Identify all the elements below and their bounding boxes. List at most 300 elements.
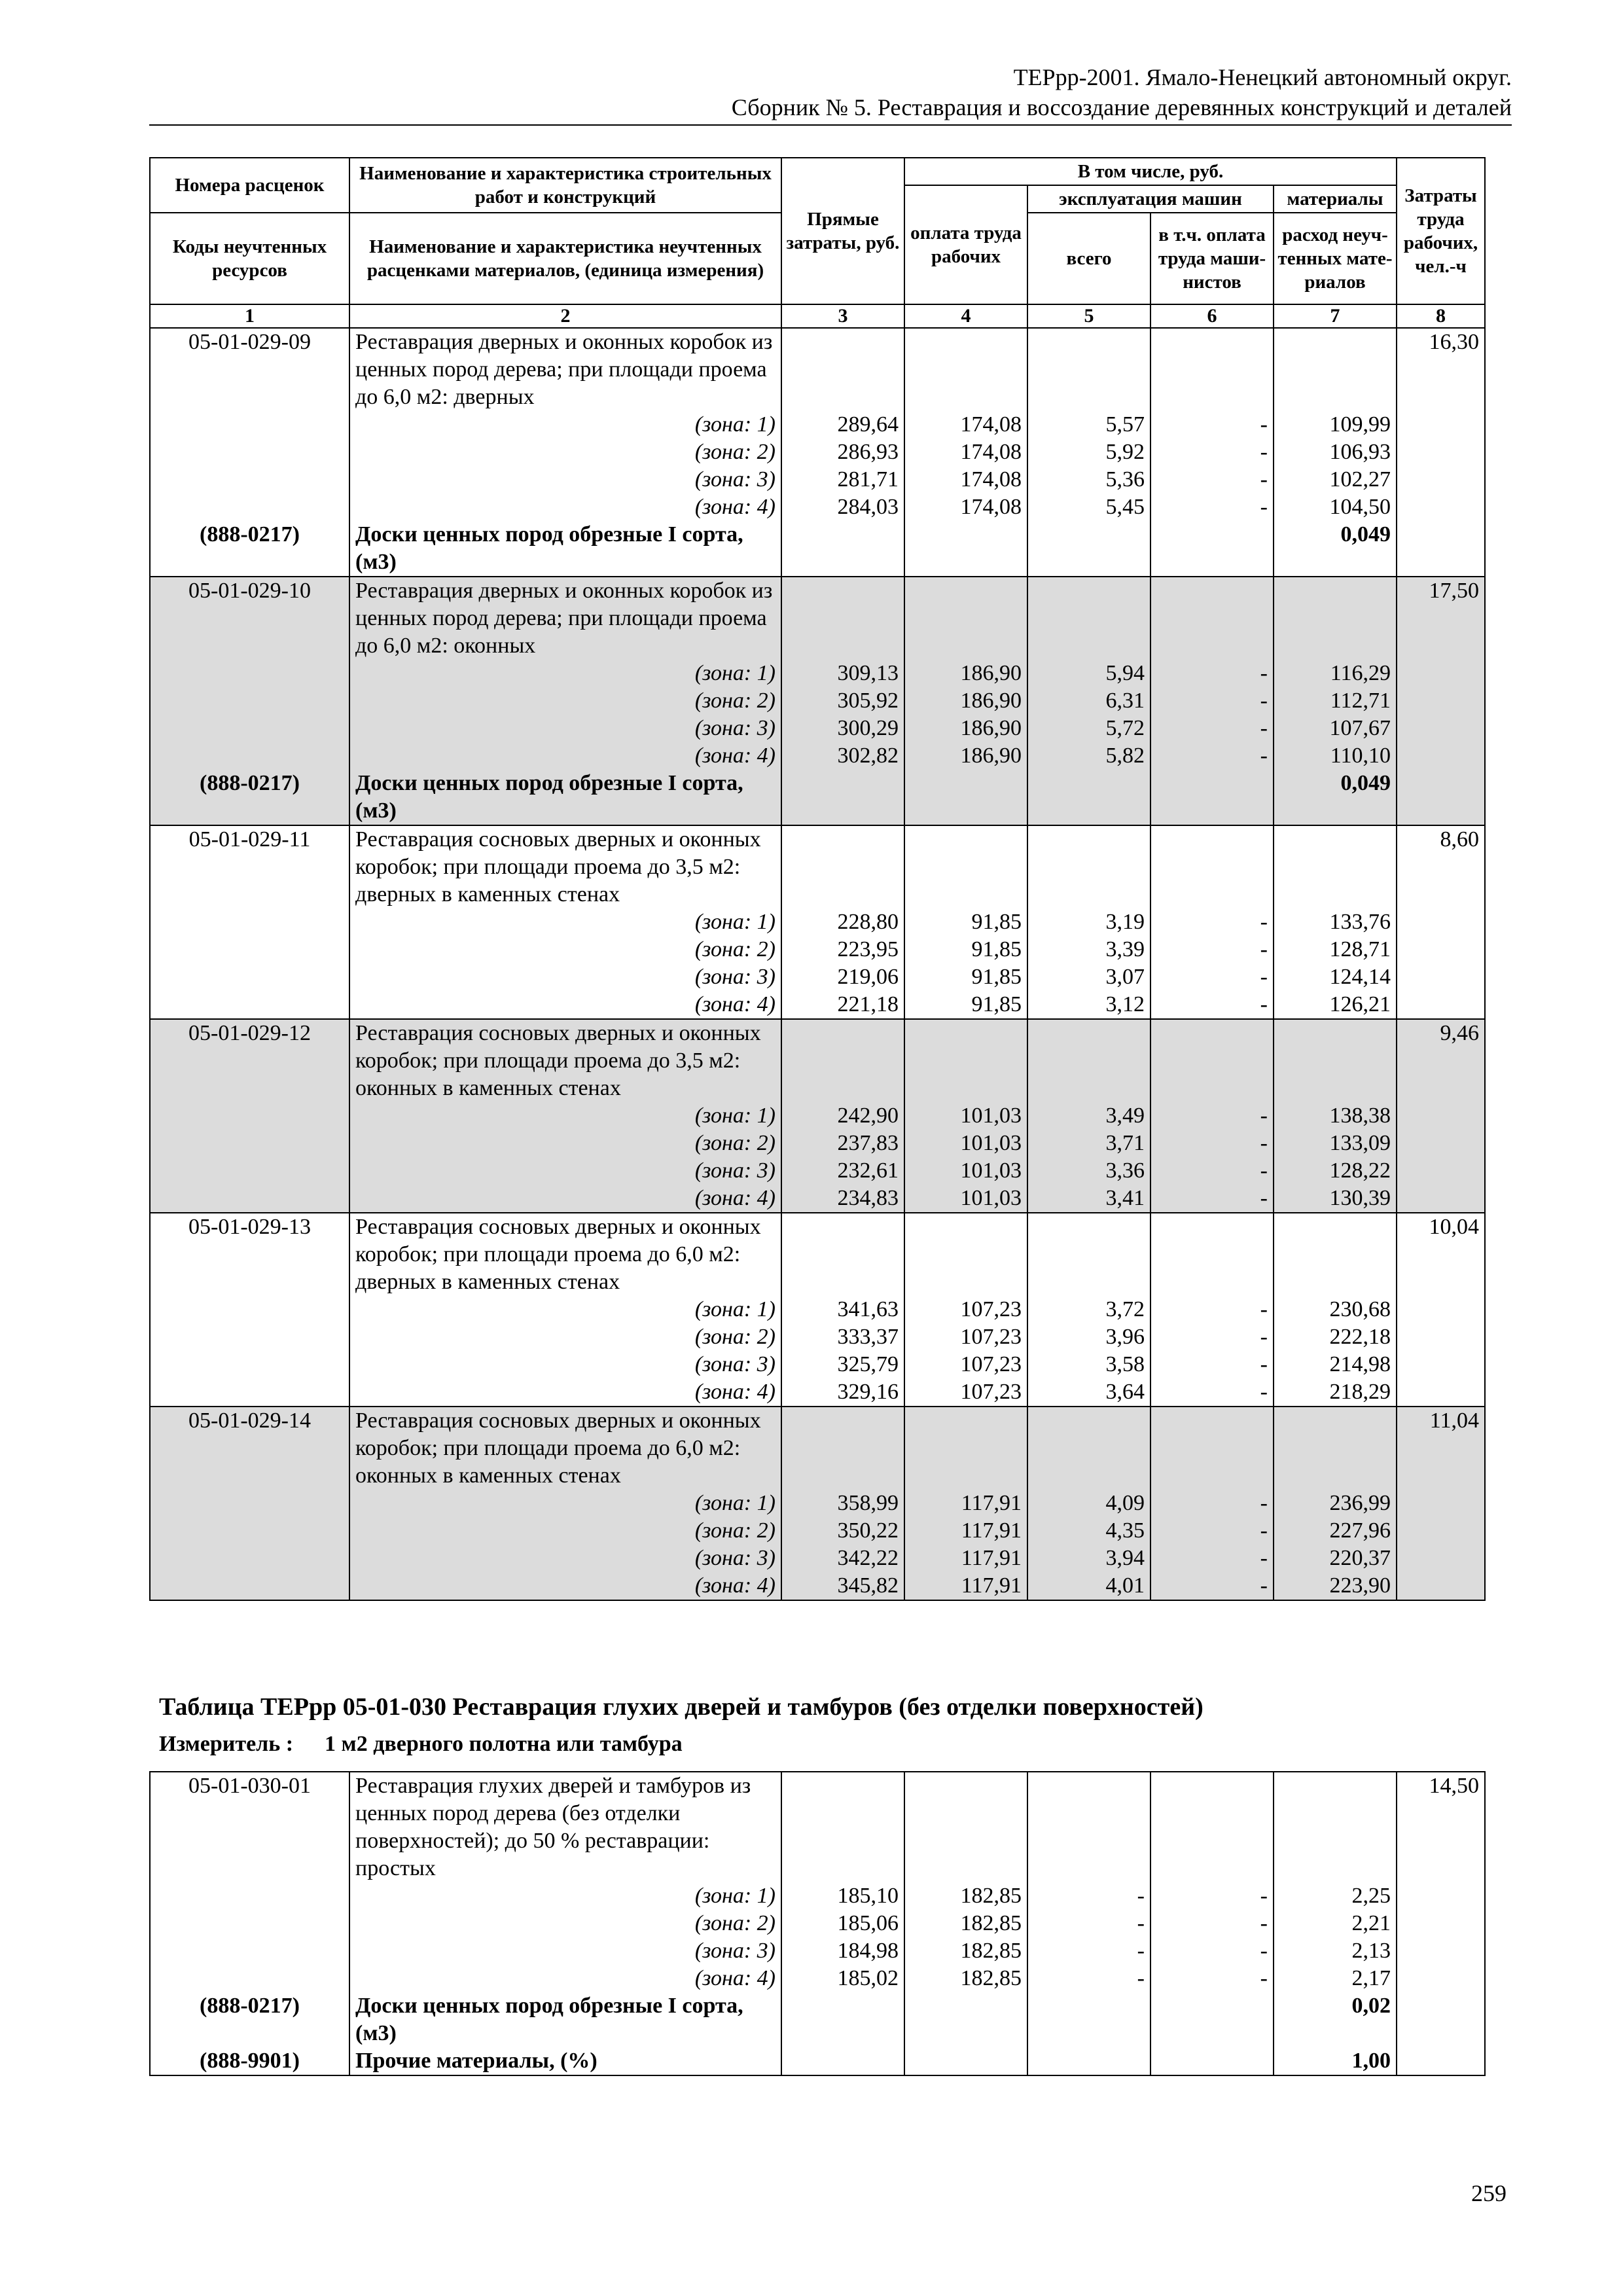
- rate-code: 05-01-029-12: [150, 1019, 349, 1102]
- machines-labor: -: [1150, 660, 1274, 687]
- empty-cell: [1397, 466, 1485, 493]
- empty-cell: [150, 1296, 349, 1323]
- resource-name: Доски ценных пород обрезные I сорта, (м3): [349, 770, 781, 825]
- labor-pay: 101,03: [904, 1157, 1027, 1185]
- rate-code: 05-01-029-11: [150, 825, 349, 908]
- direct-costs: 358,99: [781, 1490, 904, 1517]
- empty-cell: [904, 770, 1027, 825]
- zone-row: [150, 1882, 1485, 1910]
- empty-cell: [904, 328, 1027, 411]
- zone-row: [150, 493, 1485, 521]
- zone-label: (зона: 2): [349, 1517, 781, 1545]
- zone-label: (зона: 4): [349, 742, 781, 770]
- zone-label: (зона: 2): [349, 1323, 781, 1351]
- rate-description: Реставрация глухих дверей и тамбуров из ценных пород дерева (без отделки поверхностей); до 50 % реставрации: простых: [349, 1772, 781, 1882]
- rate-description: Реставрация дверных и оконных коробок из ценных пород дерева; при площади проема до 6,0 м2: оконных: [349, 577, 781, 660]
- direct-costs: 234,83: [781, 1185, 904, 1213]
- machines-total: 3,07: [1027, 963, 1150, 991]
- materials: 110,10: [1274, 742, 1397, 770]
- empty-cell: [150, 991, 349, 1019]
- table-caption: Таблица ТЕРрр 05-01-030 Реставрация глухих дверей и тамбуров (без отделки поверхностей): [159, 1693, 1204, 1721]
- labor-hours: 11,04: [1397, 1407, 1485, 1490]
- machines-total: 5,45: [1027, 493, 1150, 521]
- empty-cell: [1397, 687, 1485, 715]
- col-header-labor-pay: оплата труда рабочих: [904, 185, 1027, 304]
- zone-row: [150, 1910, 1485, 1937]
- col-header-machines-labor: в т.ч. оплата труда маши-нистов: [1150, 213, 1274, 304]
- rate-row: [150, 328, 1485, 411]
- machines-total: 3,19: [1027, 908, 1150, 936]
- empty-cell: [150, 687, 349, 715]
- labor-pay: 182,85: [904, 1910, 1027, 1937]
- zone-label: (зона: 4): [349, 1378, 781, 1407]
- labor-pay: 117,91: [904, 1517, 1027, 1545]
- empty-cell: [781, 1992, 904, 2047]
- labor-hours: 9,46: [1397, 1019, 1485, 1102]
- materials: 106,93: [1274, 439, 1397, 466]
- labor-pay: 91,85: [904, 991, 1027, 1019]
- empty-cell: [1027, 1213, 1150, 1296]
- zone-row: [150, 1572, 1485, 1600]
- empty-cell: [150, 1965, 349, 1992]
- labor-pay: 117,91: [904, 1545, 1027, 1572]
- empty-cell: [150, 1351, 349, 1378]
- machines-labor: -: [1150, 411, 1274, 439]
- empty-cell: [1274, 328, 1397, 411]
- zone-row: [150, 660, 1485, 687]
- zone-label: (зона: 2): [349, 1910, 781, 1937]
- labor-pay: 174,08: [904, 466, 1027, 493]
- zone-row: [150, 1296, 1485, 1323]
- zone-row: [150, 963, 1485, 991]
- machines-labor: -: [1150, 936, 1274, 963]
- machines-total: -: [1027, 1965, 1150, 1992]
- materials: 104,50: [1274, 493, 1397, 521]
- empty-cell: [1397, 2047, 1485, 2075]
- empty-cell: [781, 825, 904, 908]
- zone-label: (зона: 4): [349, 1185, 781, 1213]
- zone-row: [150, 466, 1485, 493]
- materials: 128,22: [1274, 1157, 1397, 1185]
- empty-cell: [150, 466, 349, 493]
- col-header-rate-numbers: Номера расценок: [150, 158, 349, 213]
- rate-description: Реставрация сосновых дверных и оконных коробок; при площади проема до 3,5 м2: оконных в каменных стенах: [349, 1019, 781, 1102]
- rate-description: Реставрация дверных и оконных коробок из ценных пород дерева; при площади проема до 6,0 м2: дверных: [349, 328, 781, 411]
- machines-labor: -: [1150, 1545, 1274, 1572]
- rates-table-029: [149, 157, 1486, 1601]
- labor-pay: 107,23: [904, 1378, 1027, 1407]
- rate-code: 05-01-030-01: [150, 1772, 349, 1882]
- empty-cell: [150, 660, 349, 687]
- materials: 133,76: [1274, 908, 1397, 936]
- empty-cell: [1397, 1992, 1485, 2047]
- rate-description: Реставрация сосновых дверных и оконных коробок; при площади проема до 6,0 м2: дверных в каменных стенах: [349, 1213, 781, 1296]
- zone-label: (зона: 3): [349, 1351, 781, 1378]
- labor-pay: 91,85: [904, 908, 1027, 936]
- materials: 218,29: [1274, 1378, 1397, 1407]
- machines-total: 3,41: [1027, 1185, 1150, 1213]
- machines-total: 3,12: [1027, 991, 1150, 1019]
- empty-cell: [150, 1545, 349, 1572]
- zone-row: [150, 411, 1485, 439]
- materials: 112,71: [1274, 687, 1397, 715]
- machines-total: 3,64: [1027, 1378, 1150, 1407]
- labor-pay: 186,90: [904, 687, 1027, 715]
- empty-cell: [1027, 1992, 1150, 2047]
- empty-cell: [1397, 1102, 1485, 1130]
- empty-cell: [1397, 742, 1485, 770]
- empty-cell: [1397, 1296, 1485, 1323]
- zone-row: [150, 742, 1485, 770]
- direct-costs: 184,98: [781, 1937, 904, 1965]
- labor-hours: 8,60: [1397, 825, 1485, 908]
- materials: 214,98: [1274, 1351, 1397, 1378]
- empty-cell: [1397, 1545, 1485, 1572]
- direct-costs: 286,93: [781, 439, 904, 466]
- rate-code: 05-01-029-09: [150, 328, 349, 411]
- machines-labor: -: [1150, 963, 1274, 991]
- zone-row: [150, 1378, 1485, 1407]
- empty-cell: [150, 1130, 349, 1157]
- machines-total: 5,92: [1027, 439, 1150, 466]
- empty-cell: [781, 521, 904, 577]
- zone-row: [150, 1102, 1485, 1130]
- empty-cell: [150, 439, 349, 466]
- empty-cell: [1150, 521, 1274, 577]
- labor-pay: 107,23: [904, 1351, 1027, 1378]
- zone-row: [150, 1130, 1485, 1157]
- column-numbers-row: [150, 304, 1485, 328]
- materials: 102,27: [1274, 466, 1397, 493]
- machines-labor: -: [1150, 1296, 1274, 1323]
- resource-quantity: 0,049: [1274, 521, 1397, 577]
- labor-pay: 117,91: [904, 1490, 1027, 1517]
- empty-cell: [1397, 715, 1485, 742]
- direct-costs: 305,92: [781, 687, 904, 715]
- col-header-machines: эксплуатация машин: [1027, 185, 1274, 213]
- empty-cell: [1274, 1772, 1397, 1882]
- zone-label: (зона: 3): [349, 715, 781, 742]
- zone-label: (зона: 3): [349, 466, 781, 493]
- machines-labor: -: [1150, 1965, 1274, 1992]
- empty-cell: [1027, 1407, 1150, 1490]
- empty-cell: [150, 1378, 349, 1407]
- machines-total: 3,96: [1027, 1323, 1150, 1351]
- empty-cell: [150, 1517, 349, 1545]
- empty-cell: [150, 493, 349, 521]
- empty-cell: [150, 742, 349, 770]
- materials: 133,09: [1274, 1130, 1397, 1157]
- labor-hours: 16,30: [1397, 328, 1485, 411]
- empty-cell: [1397, 1157, 1485, 1185]
- empty-cell: [1397, 991, 1485, 1019]
- zone-label: (зона: 4): [349, 991, 781, 1019]
- zone-row: [150, 715, 1485, 742]
- direct-costs: 329,16: [781, 1378, 904, 1407]
- materials: 116,29: [1274, 660, 1397, 687]
- empty-cell: [150, 1323, 349, 1351]
- labor-pay: 107,23: [904, 1296, 1027, 1323]
- empty-cell: [781, 770, 904, 825]
- machines-total: 5,94: [1027, 660, 1150, 687]
- zone-label: (зона: 4): [349, 1572, 781, 1600]
- machines-labor: -: [1150, 1572, 1274, 1600]
- page-number: 259: [1471, 2180, 1507, 2206]
- col-number: 7: [1274, 304, 1397, 328]
- empty-cell: [1150, 577, 1274, 660]
- materials: 126,21: [1274, 991, 1397, 1019]
- direct-costs: 345,82: [781, 1572, 904, 1600]
- empty-cell: [1027, 1019, 1150, 1102]
- col-header-labor-costs: Затраты труда рабочих, чел.-ч: [1397, 158, 1485, 304]
- resource-code: (888-9901): [150, 2047, 349, 2075]
- zone-label: (зона: 3): [349, 1937, 781, 1965]
- resource-row: [150, 770, 1485, 825]
- col-number: 1: [150, 304, 349, 328]
- materials: 109,99: [1274, 411, 1397, 439]
- zone-label: (зона: 1): [349, 660, 781, 687]
- empty-cell: [1397, 1490, 1485, 1517]
- materials: 220,37: [1274, 1545, 1397, 1572]
- direct-costs: 350,22: [781, 1517, 904, 1545]
- empty-cell: [1397, 1185, 1485, 1213]
- zone-label: (зона: 2): [349, 1130, 781, 1157]
- zone-label: (зона: 3): [349, 1545, 781, 1572]
- empty-cell: [781, 577, 904, 660]
- empty-cell: [1397, 1378, 1485, 1407]
- materials: 222,18: [1274, 1323, 1397, 1351]
- direct-costs: 185,02: [781, 1965, 904, 1992]
- materials: 227,96: [1274, 1517, 1397, 1545]
- rate-code: 05-01-029-14: [150, 1407, 349, 1490]
- machines-total: 3,58: [1027, 1351, 1150, 1378]
- zone-label: (зона: 1): [349, 411, 781, 439]
- machines-total: -: [1027, 1882, 1150, 1910]
- labor-pay: 182,85: [904, 1937, 1027, 1965]
- col-header-work-name: Наименование и характеристика строительных работ и конструкций: [349, 158, 781, 213]
- empty-cell: [904, 1213, 1027, 1296]
- rate-code: 05-01-029-10: [150, 577, 349, 660]
- empty-cell: [1150, 2047, 1274, 2075]
- zone-label: (зона: 4): [349, 493, 781, 521]
- empty-cell: [1397, 908, 1485, 936]
- zone-label: (зона: 1): [349, 1490, 781, 1517]
- empty-cell: [150, 1882, 349, 1910]
- resource-row: [150, 521, 1485, 577]
- empty-cell: [150, 1157, 349, 1185]
- labor-hours: 10,04: [1397, 1213, 1485, 1296]
- col-number: 6: [1150, 304, 1274, 328]
- empty-cell: [781, 2047, 904, 2075]
- rate-row: [150, 1407, 1485, 1490]
- direct-costs: 237,83: [781, 1130, 904, 1157]
- empty-cell: [904, 1772, 1027, 1882]
- measure-line: [159, 1732, 683, 1757]
- labor-pay: 91,85: [904, 963, 1027, 991]
- empty-cell: [1397, 963, 1485, 991]
- empty-cell: [150, 963, 349, 991]
- col-header-resource-name: Наименование и характеристика неучтенных расценками материалов, (единица измерения): [349, 213, 781, 304]
- empty-cell: [1397, 1572, 1485, 1600]
- machines-total: 6,31: [1027, 687, 1150, 715]
- zone-row: [150, 1965, 1485, 1992]
- col-number: 4: [904, 304, 1027, 328]
- empty-cell: [1274, 1213, 1397, 1296]
- empty-cell: [1150, 1213, 1274, 1296]
- col-header-direct-costs: Прямые затраты, руб.: [781, 158, 904, 304]
- labor-hours: 14,50: [1397, 1772, 1485, 1882]
- materials: 128,71: [1274, 936, 1397, 963]
- empty-cell: [1397, 521, 1485, 577]
- resource-row: [150, 2047, 1485, 2075]
- direct-costs: 300,29: [781, 715, 904, 742]
- machines-total: 3,49: [1027, 1102, 1150, 1130]
- empty-cell: [1397, 936, 1485, 963]
- empty-cell: [150, 1102, 349, 1130]
- direct-costs: 302,82: [781, 742, 904, 770]
- machines-total: 3,94: [1027, 1545, 1150, 1572]
- resource-code: (888-0217): [150, 770, 349, 825]
- col-header-materials: материалы: [1274, 185, 1397, 213]
- empty-cell: [904, 825, 1027, 908]
- resource-name: Доски ценных пород обрезные I сорта, (м3): [349, 1992, 781, 2047]
- empty-cell: [1397, 1130, 1485, 1157]
- empty-cell: [904, 2047, 1027, 2075]
- zone-label: (зона: 1): [349, 1296, 781, 1323]
- empty-cell: [1150, 1407, 1274, 1490]
- resource-name: Прочие материалы, (%): [349, 2047, 781, 2075]
- empty-cell: [781, 1213, 904, 1296]
- header-title: ТЕРрр-2001. Ямало-Ненецкий автономный округ.: [1013, 64, 1512, 90]
- direct-costs: 333,37: [781, 1323, 904, 1351]
- empty-cell: [1027, 521, 1150, 577]
- materials: 130,39: [1274, 1185, 1397, 1213]
- col-header-including: В том числе, руб.: [904, 158, 1397, 185]
- empty-cell: [1150, 1992, 1274, 2047]
- resource-quantity: 0,02: [1274, 1992, 1397, 2047]
- machines-labor: -: [1150, 1185, 1274, 1213]
- machines-total: 4,09: [1027, 1490, 1150, 1517]
- labor-pay: 101,03: [904, 1185, 1027, 1213]
- empty-cell: [1397, 439, 1485, 466]
- materials: 2,25: [1274, 1882, 1397, 1910]
- direct-costs: 185,10: [781, 1882, 904, 1910]
- rate-row: [150, 1213, 1485, 1296]
- machines-total: 3,39: [1027, 936, 1150, 963]
- empty-cell: [781, 328, 904, 411]
- zone-row: [150, 439, 1485, 466]
- empty-cell: [904, 577, 1027, 660]
- zone-row: [150, 1517, 1485, 1545]
- empty-cell: [150, 1937, 349, 1965]
- header-subtitle: Сборник № 5. Реставрация и воссоздание деревянных конструкций и деталей: [731, 94, 1512, 120]
- direct-costs: 342,22: [781, 1545, 904, 1572]
- empty-cell: [150, 411, 349, 439]
- zone-row: [150, 1157, 1485, 1185]
- empty-cell: [904, 1019, 1027, 1102]
- labor-hours: 17,50: [1397, 577, 1485, 660]
- zone-label: (зона: 4): [349, 1965, 781, 1992]
- empty-cell: [1397, 1937, 1485, 1965]
- empty-cell: [1397, 1910, 1485, 1937]
- empty-cell: [1027, 770, 1150, 825]
- col-header-resource-codes: Коды неучтенных ресурсов: [150, 213, 349, 304]
- machines-total: 5,82: [1027, 742, 1150, 770]
- empty-cell: [1274, 1407, 1397, 1490]
- empty-cell: [1027, 1772, 1150, 1882]
- empty-cell: [150, 1910, 349, 1937]
- rate-code: 05-01-029-13: [150, 1213, 349, 1296]
- empty-cell: [150, 908, 349, 936]
- materials: 2,13: [1274, 1937, 1397, 1965]
- zone-label: (зона: 2): [349, 687, 781, 715]
- rate-row: [150, 1019, 1485, 1102]
- empty-cell: [1150, 328, 1274, 411]
- machines-labor: -: [1150, 1937, 1274, 1965]
- labor-pay: 117,91: [904, 1572, 1027, 1600]
- direct-costs: 223,95: [781, 936, 904, 963]
- materials: 230,68: [1274, 1296, 1397, 1323]
- direct-costs: 341,63: [781, 1296, 904, 1323]
- empty-cell: [781, 1772, 904, 1882]
- empty-cell: [1397, 770, 1485, 825]
- direct-costs: 289,64: [781, 411, 904, 439]
- col-number: 3: [781, 304, 904, 328]
- materials: 107,67: [1274, 715, 1397, 742]
- direct-costs: 325,79: [781, 1351, 904, 1378]
- zone-label: (зона: 1): [349, 908, 781, 936]
- rate-row: [150, 825, 1485, 908]
- machines-total: 5,36: [1027, 466, 1150, 493]
- machines-labor: -: [1150, 1157, 1274, 1185]
- materials: 2,21: [1274, 1910, 1397, 1937]
- col-number: 2: [349, 304, 781, 328]
- empty-cell: [1397, 493, 1485, 521]
- empty-cell: [1150, 1019, 1274, 1102]
- empty-cell: [150, 936, 349, 963]
- empty-cell: [1397, 1351, 1485, 1378]
- direct-costs: 232,61: [781, 1157, 904, 1185]
- col-number: 8: [1397, 304, 1485, 328]
- zone-label: (зона: 1): [349, 1882, 781, 1910]
- materials: 124,14: [1274, 963, 1397, 991]
- empty-cell: [1150, 770, 1274, 825]
- zone-row: [150, 1490, 1485, 1517]
- rate-description: Реставрация сосновых дверных и оконных коробок; при площади проема до 3,5 м2: дверных в каменных стенах: [349, 825, 781, 908]
- col-number: 5: [1027, 304, 1150, 328]
- zone-row: [150, 1185, 1485, 1213]
- empty-cell: [1397, 1965, 1485, 1992]
- machines-total: 5,72: [1027, 715, 1150, 742]
- materials: 223,90: [1274, 1572, 1397, 1600]
- resource-quantity: 0,049: [1274, 770, 1397, 825]
- empty-cell: [150, 1185, 349, 1213]
- resource-code: (888-0217): [150, 1992, 349, 2047]
- empty-cell: [1397, 1517, 1485, 1545]
- zone-label: (зона: 3): [349, 963, 781, 991]
- direct-costs: 242,90: [781, 1102, 904, 1130]
- zone-row: [150, 936, 1485, 963]
- machines-labor: -: [1150, 493, 1274, 521]
- labor-pay: 182,85: [904, 1882, 1027, 1910]
- labor-pay: 101,03: [904, 1102, 1027, 1130]
- resource-row: [150, 1992, 1485, 2047]
- machines-labor: -: [1150, 687, 1274, 715]
- labor-pay: 174,08: [904, 411, 1027, 439]
- direct-costs: 228,80: [781, 908, 904, 936]
- empty-cell: [1027, 825, 1150, 908]
- machines-labor: -: [1150, 466, 1274, 493]
